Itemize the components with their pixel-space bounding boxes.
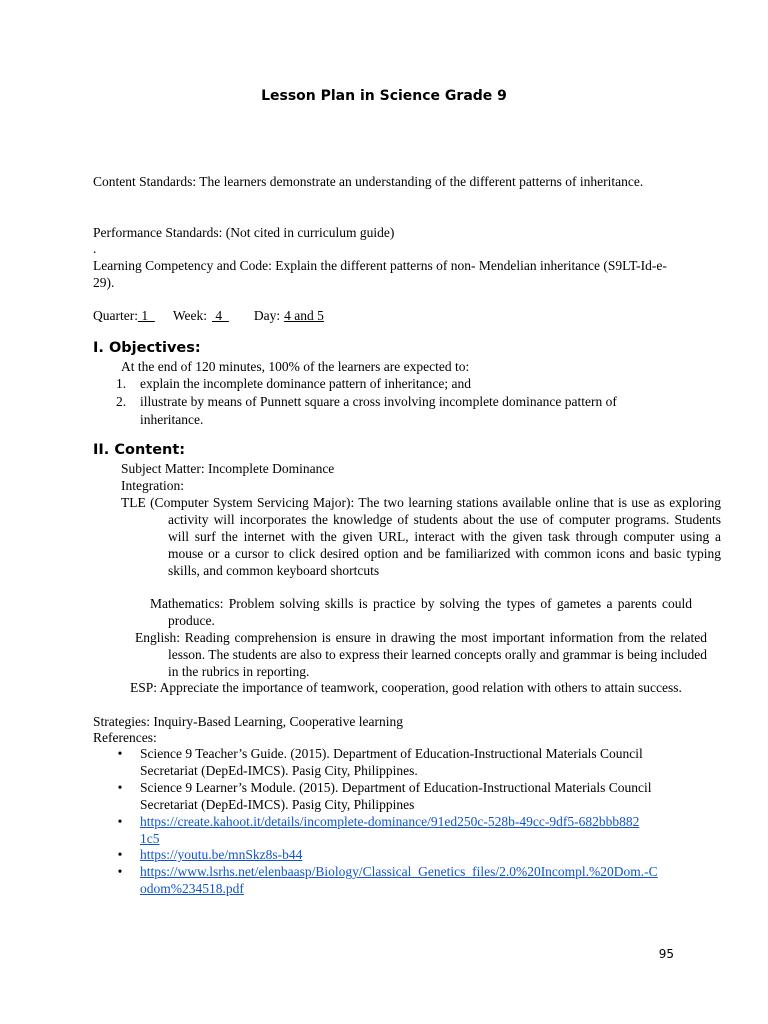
objective-text: explain the incomplete dominance pattern of inheritance; and	[140, 376, 471, 391]
integration-label: Integration:	[121, 478, 184, 493]
integration-tle: TLE (Computer System Servicing Major): The two learning stations available online that is use as exploring activity will incorporates the knowledge of students about the use of computer programs. Students will surf the internet with the given URL, interact with the given task through computer using a mouse or a cursor to click desired option and be familiarized with common icons and basic typing skills, and common keyboard shortcuts	[121, 495, 721, 578]
objective-text: illustrate by means of Punnett square a cross involving incomplete dominance pattern of inheritance.	[140, 394, 617, 427]
content-heading: II. Content:	[93, 442, 186, 458]
page-number: 95	[658, 947, 674, 961]
strategies: Strategies: Inquiry-Based Learning, Cooperative learning	[93, 714, 404, 729]
page-title: Lesson Plan in Science Grade 9	[261, 88, 507, 104]
bullet-icon: •	[117, 847, 123, 862]
objective-number: 2.	[116, 394, 127, 409]
reference-link-lsrhs[interactable]: https://www.lsrhs.net/elenbaasp/Biology/Classical_Genetics_files/2.0%20Incompl.%20Dom.-Codom%234518.pdf	[140, 864, 658, 896]
week-value: 4	[212, 308, 229, 323]
subject-matter: Subject Matter: Incomplete Dominance	[121, 461, 335, 476]
learning-competency: Learning Competency and Code: Explain the different patterns of non- Mendelian inheritance (S9LT-Id-e-29).	[93, 258, 667, 290]
bullet-icon: •	[117, 780, 123, 795]
objective-item	[116, 393, 126, 410]
integration-english: English: Reading comprehension is ensure in drawing the most important information from the related lesson. The students are also to express their learned concepts orally and grammar is being included in the rubrics in reporting.	[135, 630, 707, 679]
objectives-heading: I. Objectives:	[93, 340, 201, 356]
stray-period: .	[93, 241, 97, 256]
reference-text: Science 9 Learner’s Module. (2015). Department of Education-Instructional Materials Council Secretariat (DepEd-IMCS). Pasig City, Philippines	[140, 780, 652, 812]
quarter-value: 1	[137, 308, 155, 323]
bullet-icon: •	[117, 746, 123, 761]
references-label: References:	[93, 730, 157, 745]
reference-text: Science 9 Teacher’s Guide. (2015). Department of Education-Instructional Materials Council Secretariat (DepEd-IMCS). Pasig City, Philippines.	[140, 746, 643, 778]
reference-link-youtube[interactable]: https://youtu.be/mnSkz8s-b44	[140, 847, 303, 862]
integration-mathematics: Mathematics: Problem solving skills is practice by solving the types of gametes a parents could produce.	[150, 596, 692, 628]
objectives-intro: At the end of 120 minutes, 100% of the learners are expected to:	[121, 359, 470, 374]
bullet-icon: •	[117, 814, 123, 829]
content-standards: Content Standards: The learners demonstrate an understanding of the different patterns of inheritance.	[93, 174, 644, 189]
bullet-icon: •	[117, 864, 123, 879]
objective-item	[116, 375, 126, 392]
objective-number: 1.	[116, 376, 127, 391]
reference-link-kahoot[interactable]: https://create.kahoot.it/details/incomplete-dominance/91ed250c-528b-49cc-9df5-682bbb8821c5	[140, 814, 640, 846]
performance-standards: Performance Standards: (Not cited in curriculum guide)	[93, 225, 395, 240]
schedule-line	[93, 307, 324, 324]
week-label: Week:	[172, 308, 208, 323]
integration-esp: ESP: Appreciate the importance of teamwork, cooperation, good relation with others to attain success.	[130, 680, 682, 695]
day-label: Day:	[253, 308, 281, 323]
quarter-label: Quarter:	[93, 308, 138, 323]
day-value: 4 and 5	[284, 308, 324, 323]
